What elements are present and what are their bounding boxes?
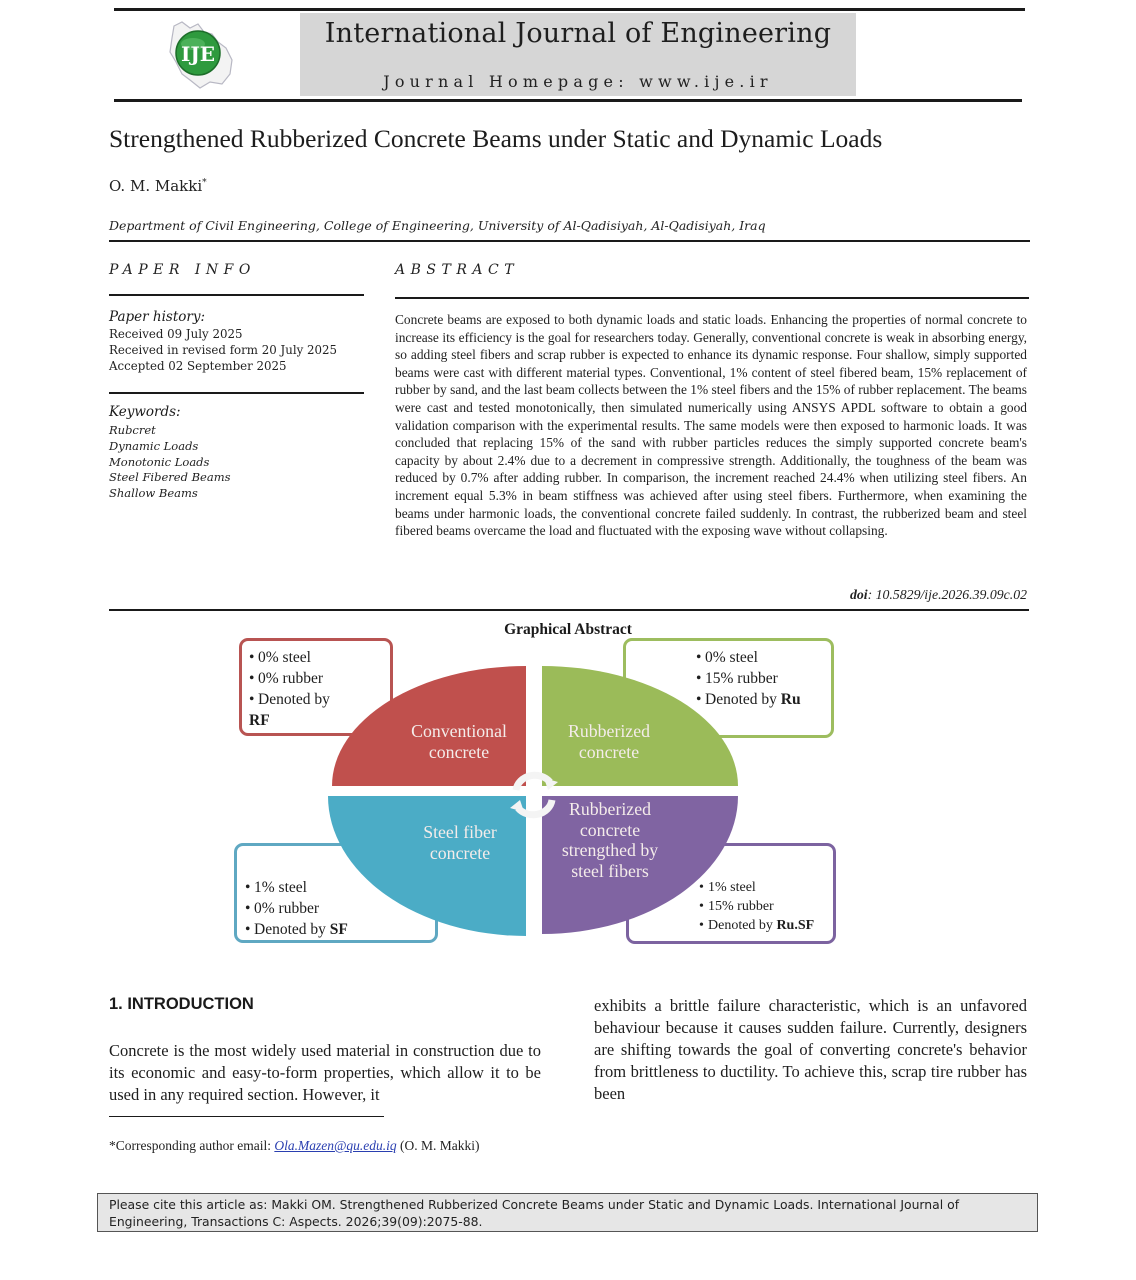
keyword-item: Steel Fibered Beams [109, 470, 231, 484]
journal-logo [160, 18, 240, 90]
keyword-item: Monotonic Loads [109, 455, 210, 469]
ru-steel: • 0% steel [696, 649, 758, 666]
corresponding-author-footnote: *Corresponding author email: Ola.Mazen@qu.edu.iq (O. M. Makki) [109, 1138, 480, 1153]
rusf-denoted: • Denoted by Ru.SF [699, 918, 815, 933]
rusf-steel: • 1% steel [699, 880, 756, 895]
affiliation-rule [109, 240, 1030, 242]
label-conventional: Conventional concrete [411, 721, 507, 762]
rf-code: RF [249, 712, 270, 729]
rusf-code: Ru.SF [776, 918, 815, 933]
keyword-item: Rubcret [109, 423, 156, 437]
doi-value[interactable]: : 10.5829/ije.2026.39.09c.02 [867, 587, 1027, 602]
keyword-item: Dynamic Loads [109, 439, 199, 453]
introduction-heading: 1. INTRODUCTION [109, 995, 254, 1013]
abstract-body: Concrete beams are exposed to both dynamic loads and static loads. Enhancing the properties of normal concrete to increase its efficiency is the goal for researchers today. Generally, conventional concrete is weak in absorbing energy, so adding steel fibers and scrap rubber is expected to enhance its dynamic response. Four shallow, simply supported beams were cast with different material types. Conventional, 1% content of steel fibered beam, 15% replacement of rubber by sand, and the last beam collects between the 1% steel fibers and the 15% of rubber replacement. The beams were cast and tested monotonically, then simulated numerically using ANSYS APDL software to obtain a good validation comparison with the experimental results. The same models were then exposed to harmonic loads. It was concluded that replacing 15% of the sand with rubber particles reduces the simply supported concrete beam's capacity by about 2.4% due to a decrement in compressive strength. Additionally, the toughness of the beam was reduced by 0.7% after adding rubber. In comparison, the increment reached 24.4% when utilizing steel fibers. An increment equal 5.3% in beam stiffness was achieved after using steel fibers. Furthermore, when examining the beams under harmonic loads, the conventional concrete failed suddenly. In contrast, the rubberized beam and steel fibered beams overcame the load and fluctuated with the exposing wave without collapsing. [395, 312, 1027, 539]
introduction-right-column: exhibits a brittle failure characteristic, which is an unfavored behaviour because it causes sudden failure. Currently, designers are shifting towards the goal of converting concrete's behavior from brittleness to ductility. To achieve this, scrap tire rubber has been [594, 996, 1027, 1103]
rf-denoted: • Denoted by [249, 691, 330, 708]
keyword-item: Shallow Beams [109, 486, 198, 500]
label-rubberized-steel: Rubberized concrete strengthed by steel fibers [561, 799, 659, 881]
logo-text: IJE [180, 42, 216, 66]
ru-denoted: • Denoted by Ru [696, 691, 801, 708]
doi[interactable] [850, 587, 1027, 603]
citation-box: Please cite this article as: Makki OM. Strengthened Rubberized Concrete Beams under Static and Dynamic Loads. International Journal of Engineering, Transactions C: Aspects. 2026;39(09):2075-88. [97, 1193, 1038, 1232]
history-rule [109, 392, 364, 394]
footnote-rule [109, 1116, 384, 1117]
paper-history-heading: Paper history: [109, 309, 206, 325]
header-bottom-rule [114, 99, 1022, 102]
abstract-heading: ABSTRACT [395, 262, 520, 278]
keywords-heading: Keywords: [109, 404, 181, 420]
label-rubberized: Rubberized concrete [568, 721, 650, 762]
author-affiliation: Department of Civil Engineering, College of Engineering, University of Al-Qadisiyah, Al-Qadisiyah, Iraq [109, 218, 766, 233]
paper-title: Strengthened Rubberized Concrete Beams under Static and Dynamic Loads [109, 124, 883, 153]
rusf-rubber: • 15% rubber [699, 899, 774, 914]
paper-info-heading: PAPER INFO [109, 262, 256, 278]
quadrant-steel-fiber [328, 796, 526, 936]
graphical-abstract-title: Graphical Abstract [504, 621, 632, 638]
label-steel-fiber: Steel fiber concrete [423, 822, 497, 863]
introduction-left-column: Concrete is the most widely used material in construction due to its economic and easy-to-form properties, which allow it to be used in any required section. However, it [109, 1041, 541, 1104]
quadrant-diagram [320, 650, 750, 950]
corresponding-author-mark: * [202, 178, 207, 188]
author-email-link[interactable]: Ola.Mazen@qu.edu.iq [274, 1138, 397, 1153]
journal-homepage-link[interactable]: Journal Homepage: www.ije.ir [383, 72, 773, 91]
iran-map-logo-icon [160, 18, 240, 90]
history-revised: Received in revised form 20 July 2025 [109, 343, 338, 357]
sf-rubber: • 0% rubber [245, 900, 319, 917]
sf-code: SF [329, 921, 348, 938]
journal-title: International Journal of Engineering [324, 18, 832, 49]
author-name [109, 177, 207, 195]
rf-rubber: • 0% rubber [249, 670, 323, 687]
rf-steel: • 0% steel [249, 649, 311, 666]
author-name-text: O. M. Makki [109, 177, 203, 195]
paper-info-rule [109, 294, 364, 296]
ru-code: Ru [780, 691, 801, 708]
sf-denoted: • Denoted by SF [245, 921, 348, 938]
sf-steel: • 1% steel [245, 879, 307, 896]
header-top-rule [114, 8, 1025, 11]
abstract-bottom-rule [109, 609, 1029, 611]
history-received: Received 09 July 2025 [109, 327, 243, 341]
ru-rubber: • 15% rubber [696, 670, 778, 687]
doi-label: doi [849, 587, 868, 602]
abstract-rule [395, 297, 1029, 299]
history-accepted: Accepted 02 September 2025 [109, 359, 287, 373]
